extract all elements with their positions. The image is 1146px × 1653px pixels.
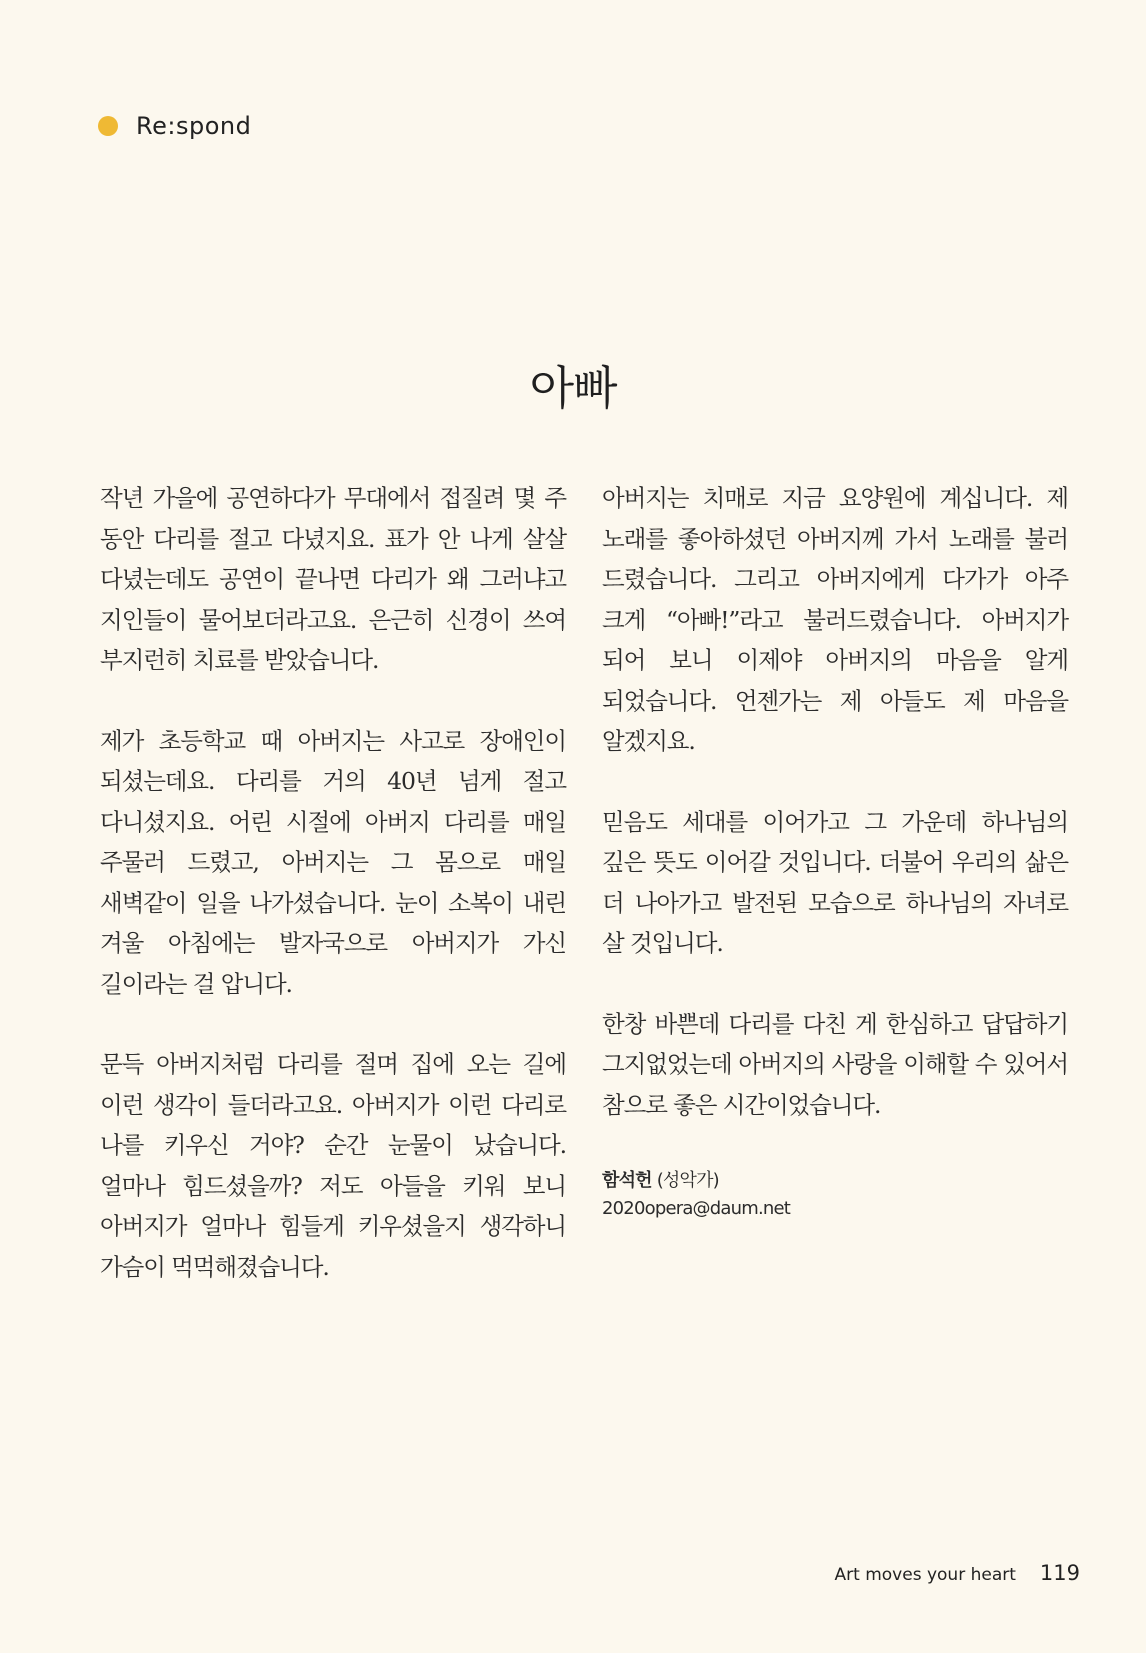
paragraph: 작년 가을에 공연하다가 무대에서 접질려 몇 주 동안 다리를 절고 다녔지요. 표가 안 나게 살살 다녔는데도 공연이 끝나면 다리가 왜 그러냐고 지인들이 물어보더라고요. 은근히 신경이 쓰여 부지런히 치료를 받았습니다. — [100, 484, 566, 674]
author-email: 2020opera@daum.net — [602, 1198, 791, 1219]
article-title: 아빠 — [529, 361, 617, 415]
paragraph: 제가 초등학교 때 아버지는 사고로 장애인이 되셨는데요. 다리를 거의 40년 넘게 절고 다니셨지요. 어린 시절에 아버지 다리를 매일 주물러 드렸고, 아버지는 그 몸으로 매일 새벽같이 일을 나가셨습니다. 눈이 소복이 내린 겨울 아침에는 발자국으로 아버지가 가신 길이라는 걸 압니다. — [100, 726, 566, 998]
author-signature — [602, 1167, 1068, 1223]
section-label: Re:spond — [136, 112, 252, 140]
footer-tagline: Art moves your heart — [834, 1565, 1016, 1585]
left-column — [100, 478, 566, 1327]
paragraph: 한창 바쁜데 다리를 다친 게 한심하고 답답하기 그지없었는데 아버지의 사랑을 이해할 수 있어서 참으로 좋은 시간이었습니다. — [602, 1009, 1068, 1119]
section-header — [98, 112, 251, 140]
paragraph: 문득 아버지처럼 다리를 절며 집에 오는 길에 이런 생각이 들더라고요. 아버지가 이런 다리로 나를 키우신 거야? 순간 눈물이 났습니다. 얼마나 힘드셨을까? 저도 아들을 키워 보니 아버지가 얼마나 힘들게 키우셨을지 생각하니 가슴이 먹먹해졌습니다. — [100, 1050, 566, 1281]
author-role: (성악가) — [656, 1170, 719, 1191]
page-footer — [835, 1561, 1080, 1585]
bullet-dot-icon — [98, 116, 118, 136]
author-name: 함석헌 — [602, 1170, 652, 1191]
paragraph: 믿음도 세대를 이어가고 그 가운데 하나님의 깊은 뜻도 이어갈 것입니다. 더불어 우리의 삶은 더 나아가고 발전된 모습으로 하나님의 자녀로 살 것입니다. — [602, 807, 1068, 957]
paragraph: 아버지는 치매로 지금 요양원에 계십니다. 제 노래를 좋아하셨던 아버지께 가서 노래를 불러 드렸습니다. 그리고 아버지에게 다가가 아주 크게 “아빠!”라고 불러드렸습니다. 아버지가 되어 보니 이제야 아버지의 마음을 알게 되었습니다. 언젠가는 제 아들도 제 마음을 알겠지요. — [602, 484, 1068, 755]
right-column — [602, 478, 1068, 1223]
page-number: 119 — [1039, 1561, 1080, 1585]
